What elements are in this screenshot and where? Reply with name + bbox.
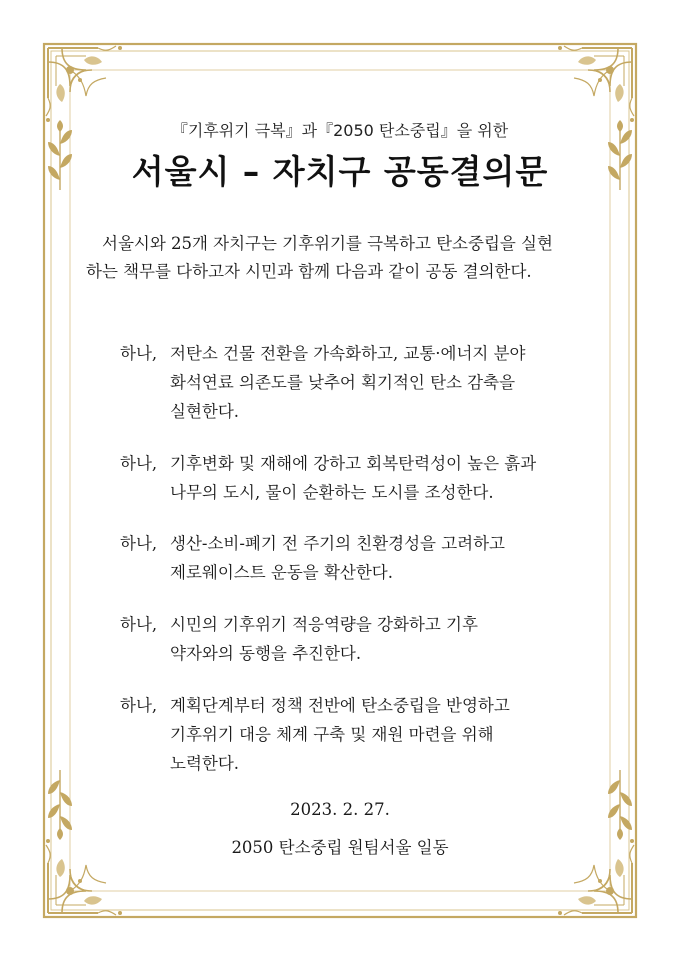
resolution-item	[120, 610, 580, 668]
document-date: 2023. 2. 27.	[290, 800, 390, 819]
resolution-line: 계획단계부터 정책 전반에 탄소중립을 반영하고	[170, 696, 510, 715]
document-title: 서울시 – 자치구 공동결의문	[131, 152, 549, 191]
resolution-line: 기후변화 및 재해에 강하고 회복탄력성이 높은 흙과	[170, 454, 537, 473]
resolution-lead: 하나,	[120, 534, 158, 553]
resolution-line: 나무의 도시, 물이 순환하는 도시를 조성한다.	[170, 483, 494, 502]
resolution-lead: 하나,	[120, 344, 158, 363]
resolution-item	[120, 529, 580, 587]
ornate-corner-icon	[46, 46, 122, 122]
resolution-item	[120, 449, 580, 507]
resolution-line: 제로웨이스트 운동을 확산한다.	[170, 563, 393, 582]
resolution-line: 약자와의 동행을 추진한다.	[170, 644, 362, 663]
intro-line: 하는 책무를 다하고자 시민과 함께 다음과 같이 공동 결의한다.	[86, 262, 532, 281]
intro-line: 서울시와 25개 자치구는 기후위기를 극복하고 탄소중립을 실현	[102, 234, 553, 253]
resolution-line: 기후위기 대응 체계 구축 및 재원 마련을 위해	[170, 725, 494, 744]
document-signer: 2050 탄소중립 원팀서울 일동	[231, 838, 449, 857]
resolution-lead: 하나,	[120, 696, 158, 715]
resolution-item	[120, 339, 580, 426]
resolution-line: 실현한다.	[170, 402, 240, 421]
ornate-corner-icon	[558, 46, 634, 122]
intro-paragraph	[86, 230, 601, 286]
resolution-line: 저탄소 건물 전환을 가속화하고, 교통·에너지 분야	[170, 344, 526, 363]
resolution-lead: 하나,	[120, 615, 158, 634]
resolution-line: 생산-소비-폐기 전 주기의 친환경성을 고려하고	[170, 534, 505, 553]
resolution-line: 화석연료 의존도를 낮추어 획기적인 탄소 감축을	[170, 373, 516, 392]
document-subtitle: 『기후위기 극복』과『2050 탄소중립』을 위한	[171, 121, 509, 140]
resolution-line: 시민의 기후위기 적응역량을 강화하고 기후	[170, 615, 478, 634]
resolution-item	[120, 691, 580, 778]
resolution-lead: 하나,	[120, 454, 158, 473]
resolution-line: 노력한다.	[170, 754, 240, 773]
